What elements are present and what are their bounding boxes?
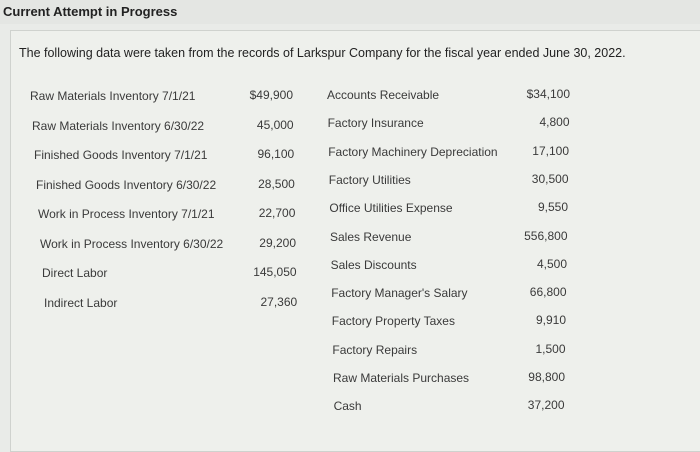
data-value: 4,500 (536, 256, 567, 271)
data-label: Factory Utilities (328, 172, 411, 187)
data-label: Direct Labor (42, 266, 108, 280)
data-value: 37,200 (527, 398, 565, 413)
data-value: 45,000 (256, 117, 294, 132)
data-label: Raw Materials Inventory 7/1/21 (30, 89, 196, 103)
data-label: Finished Goods Inventory 6/30/22 (36, 177, 217, 192)
data-label: Sales Revenue (330, 229, 412, 244)
data-value: 556,800 (524, 228, 568, 243)
data-value: 22,700 (258, 206, 296, 220)
data-value: 4,800 (539, 115, 570, 130)
data-value: 96,100 (257, 147, 295, 161)
data-label: Sales Discounts (330, 257, 417, 272)
data-label: Work in Process Inventory 6/30/22 (40, 236, 224, 251)
data-value: $49,900 (249, 88, 293, 102)
data-label: Raw Materials Purchases (333, 371, 470, 385)
data-label: Cash (333, 399, 362, 414)
data-value: 1,500 (535, 341, 566, 356)
question-intro: The following data were taken from the records of Larkspur Company for the fiscal year ended June 30, 2022. (19, 46, 626, 60)
data-value: 17,100 (532, 143, 569, 158)
data-value: 27,360 (260, 294, 298, 309)
data-label: Raw Materials Inventory 6/30/22 (32, 118, 205, 133)
data-value: 98,800 (528, 370, 565, 384)
data-value: 66,800 (529, 285, 567, 300)
data-label: Factory Insurance (327, 116, 424, 131)
data-label: Factory Repairs (332, 342, 418, 357)
data-value: 28,500 (258, 176, 295, 191)
data-label: Factory Machinery Depreciation (328, 144, 498, 159)
data-label: Finished Goods Inventory 7/1/21 (34, 148, 208, 162)
data-label: Accounts Receivable (327, 88, 440, 102)
data-value: 30,500 (531, 171, 569, 186)
data-value: 9,550 (537, 200, 568, 215)
data-value: $34,100 (526, 87, 570, 101)
data-value: 145,050 (253, 265, 297, 279)
data-value: 29,200 (259, 235, 296, 250)
data-label: Factory Manager's Salary (331, 286, 468, 301)
data-value: 9,910 (535, 313, 566, 328)
data-label: Office Utilities Expense (329, 201, 453, 216)
page-header (0, 0, 700, 24)
data-label: Indirect Labor (44, 295, 118, 310)
data-label: Work in Process Inventory 7/1/21 (38, 207, 215, 221)
attempt-title: Current Attempt in Progress (3, 4, 178, 19)
data-label: Factory Property Taxes (331, 314, 455, 329)
